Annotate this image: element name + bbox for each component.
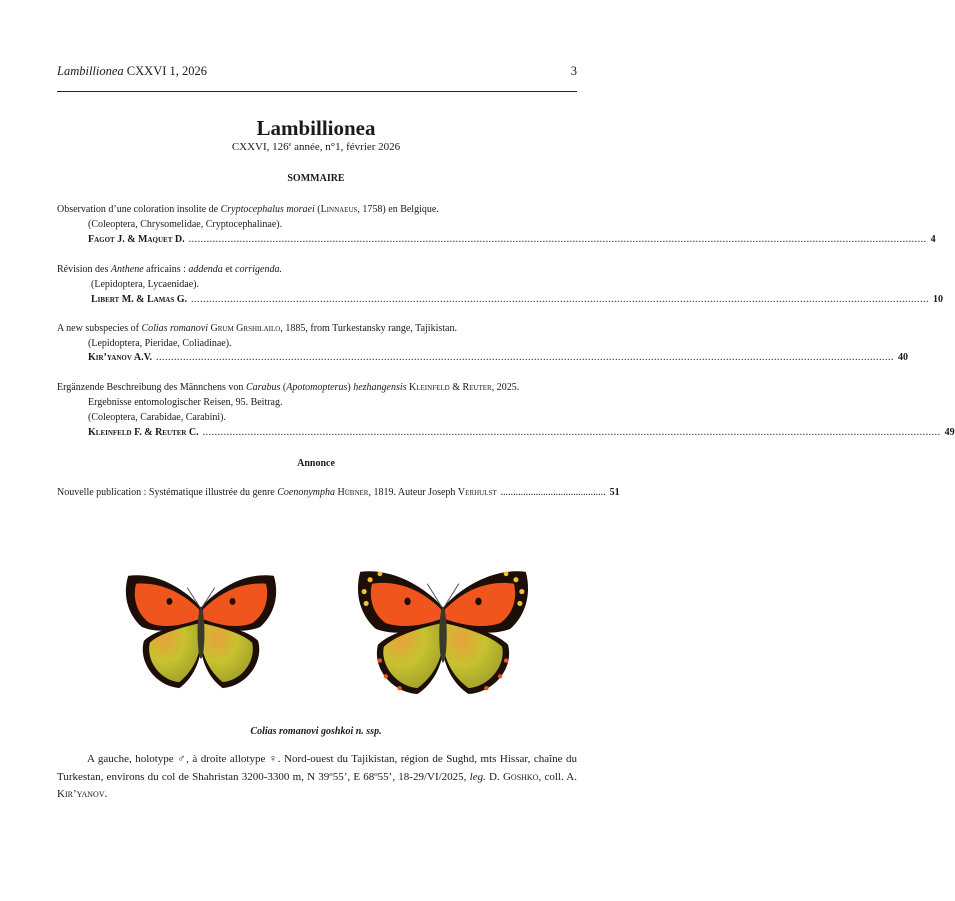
leader-dots: ...................................................................................................................................................................................................................................................... (202, 427, 941, 438)
journal-name: Lambillionea (57, 64, 124, 78)
leader-dots: ...................................................................................................................................................................................................................................................... (156, 352, 895, 363)
article-title-3: A new subspecies of Colias romanovi Grum Grshilailo, 1885, from Turkestansky range, Tajikistan. (57, 323, 457, 334)
running-header (57, 64, 577, 84)
article-authors-1: Fagot J. & Maquet D. (88, 234, 185, 245)
article-authors-4: Kleinfeld F. & Reuter C. (88, 427, 199, 438)
toc-entry-3[interactable] (88, 352, 909, 363)
figure-description: A gauche, holotype ♂, à droite allotype ♀. Nord-ouest du Tajikistan, région de Sughd, mts Hissar, chaîne du Turkestan, environs du col de Shahristan 3200-3300 m, N 39º55’, E 68º55’, 18-29/VI/2025, leg. D. Goshko, coll. A. Kir’yanov. (57, 753, 577, 800)
sommaire-heading: SOMMAIRE (287, 173, 345, 184)
holotype-butterfly-image (122, 566, 280, 694)
leader-dots: ...................................................................................................................................................................................................................................................... (188, 234, 927, 245)
article-page-3: 40 (898, 352, 909, 363)
announcement-text: Nouvelle publication : Systématique illustrée du genre Coenonympha Hübner, 1819. Auteur Joseph Verhulst (57, 487, 497, 498)
article-page-1: 4 (930, 234, 936, 245)
article-taxonomy-2: (Lepidoptera, Lycaenidae). (91, 279, 199, 290)
article-taxonomy-4: (Coleoptera, Carabidae, Carabini). (88, 412, 226, 423)
announcement-page: 51 (609, 487, 620, 498)
article-taxonomy-3: (Lepidoptera, Pieridae, Coliadinae). (88, 338, 232, 349)
article-authors-2: Libert M. & Lamas G. (91, 294, 188, 305)
article-title-2: Révision des Anthene africains : addenda et corrigenda. (57, 264, 282, 275)
page-title: Lambillionea (256, 116, 376, 140)
toc-entry-4[interactable] (88, 427, 955, 438)
header-rule (57, 91, 577, 92)
page-number: 3 (570, 64, 577, 78)
issue-subtitle: CXXVI, 126e année, n°1, février 2026 (231, 141, 401, 153)
issue-number: CXXVI 1, 2026 (126, 64, 208, 78)
leader-dots: .......................................... (500, 487, 606, 498)
article-page-4: 49 (944, 427, 955, 438)
article-title-1: Observation d’une coloration insolite de Cryptocephalus moraei (Linnaeus, 1758) en Belgique. (57, 204, 439, 215)
toc-entry-1[interactable] (88, 234, 936, 245)
article-authors-3: Kir’yanov A.V. (88, 352, 153, 363)
article-title-4: Ergänzende Beschreibung des Männchens von Carabus (Apotomopterus) hezhangensis Kleinfeld & Reuter, 2025. (57, 382, 520, 393)
annonce-heading: Annonce (297, 458, 335, 469)
article-page-2: 10 (933, 294, 944, 305)
allotype-butterfly-image (354, 562, 532, 698)
announcement-entry[interactable] (57, 487, 620, 498)
toc-entry-2[interactable] (91, 294, 944, 305)
article-subtitle-4: Ergebnisse entomologischer Reisen, 95. Beitrag. (88, 397, 283, 408)
article-taxonomy-1: (Coleoptera, Chrysomelidae, Cryptocephalinae). (88, 219, 283, 230)
figure-caption: Colias romanovi goshkoi n. ssp. (250, 726, 382, 737)
leader-dots: ...................................................................................................................................................................................................................................................... (191, 294, 930, 305)
